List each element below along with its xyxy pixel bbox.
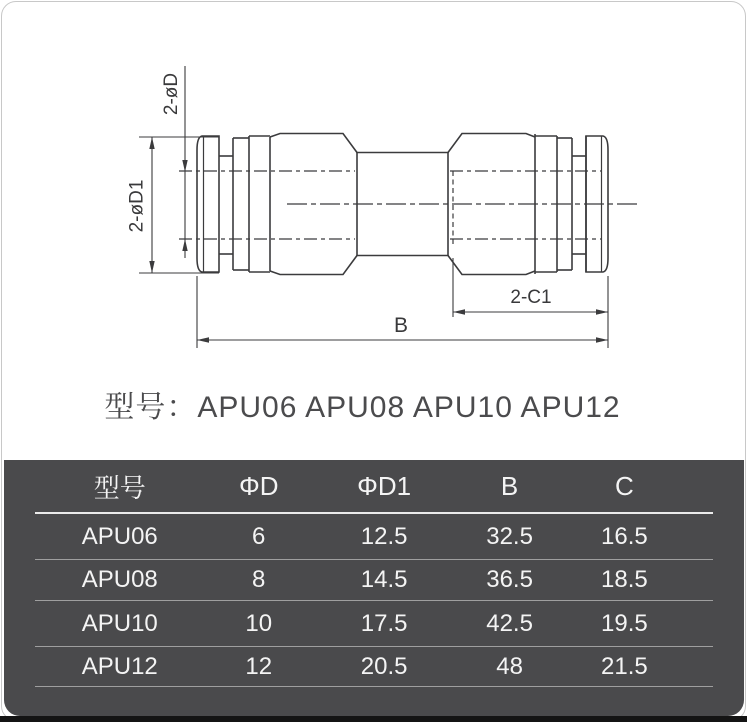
- cell-b: 48: [496, 652, 523, 680]
- table-row: [35, 601, 713, 647]
- dimension-d1-label: 2-øD1: [126, 179, 148, 233]
- cell-model: APU12: [81, 652, 158, 680]
- cell-c: 19.5: [601, 609, 648, 637]
- dimension-d1: [127, 137, 219, 273]
- cell-phi-d: 8: [252, 566, 266, 593]
- cell-model: APU10: [81, 609, 158, 637]
- cell-phi-d: 12: [245, 652, 273, 680]
- table-row: [35, 647, 713, 687]
- cell-b: 32.5: [486, 522, 533, 550]
- dimension-b-label: B: [393, 314, 409, 337]
- cell-phi-d: 10: [245, 609, 273, 637]
- table-row: [35, 560, 713, 601]
- bottom-divider-bar: [0, 716, 747, 722]
- dimension-c1-label: 2-C1: [510, 287, 552, 308]
- header-phi-d1: ΦD1: [357, 470, 412, 501]
- cell-c: 16.5: [601, 522, 648, 550]
- spec-table-header-row: [35, 460, 713, 514]
- model-list-text: 型号：APU06 APU08 APU10 APU12: [104, 391, 621, 424]
- cell-b: 36.5: [486, 566, 533, 593]
- spec-table: [4, 460, 744, 716]
- cell-phi-d1: 14.5: [360, 566, 408, 593]
- cell-phi-d1: 17.5: [360, 609, 408, 637]
- bore-hidden-lines: [179, 171, 601, 239]
- header-phi-d: ΦD: [238, 470, 279, 501]
- cell-phi-d1: 20.5: [360, 652, 408, 680]
- cell-b: 42.5: [486, 609, 533, 637]
- table-row: [35, 514, 713, 560]
- dimension-d-label: 2-øD: [161, 72, 183, 116]
- header-model: 型号: [93, 472, 146, 503]
- cell-phi-d: 6: [252, 522, 266, 550]
- cell-phi-d1: 12.5: [360, 522, 408, 550]
- cell-c: 21.5: [601, 652, 648, 680]
- dimension-c1: [453, 258, 608, 317]
- dimension-d: [161, 66, 188, 258]
- header-c: C: [615, 470, 634, 501]
- cell-model: APU08: [81, 566, 158, 593]
- cell-model: APU06: [81, 522, 158, 550]
- cell-c: 18.5: [601, 566, 648, 593]
- header-b: B: [500, 470, 519, 501]
